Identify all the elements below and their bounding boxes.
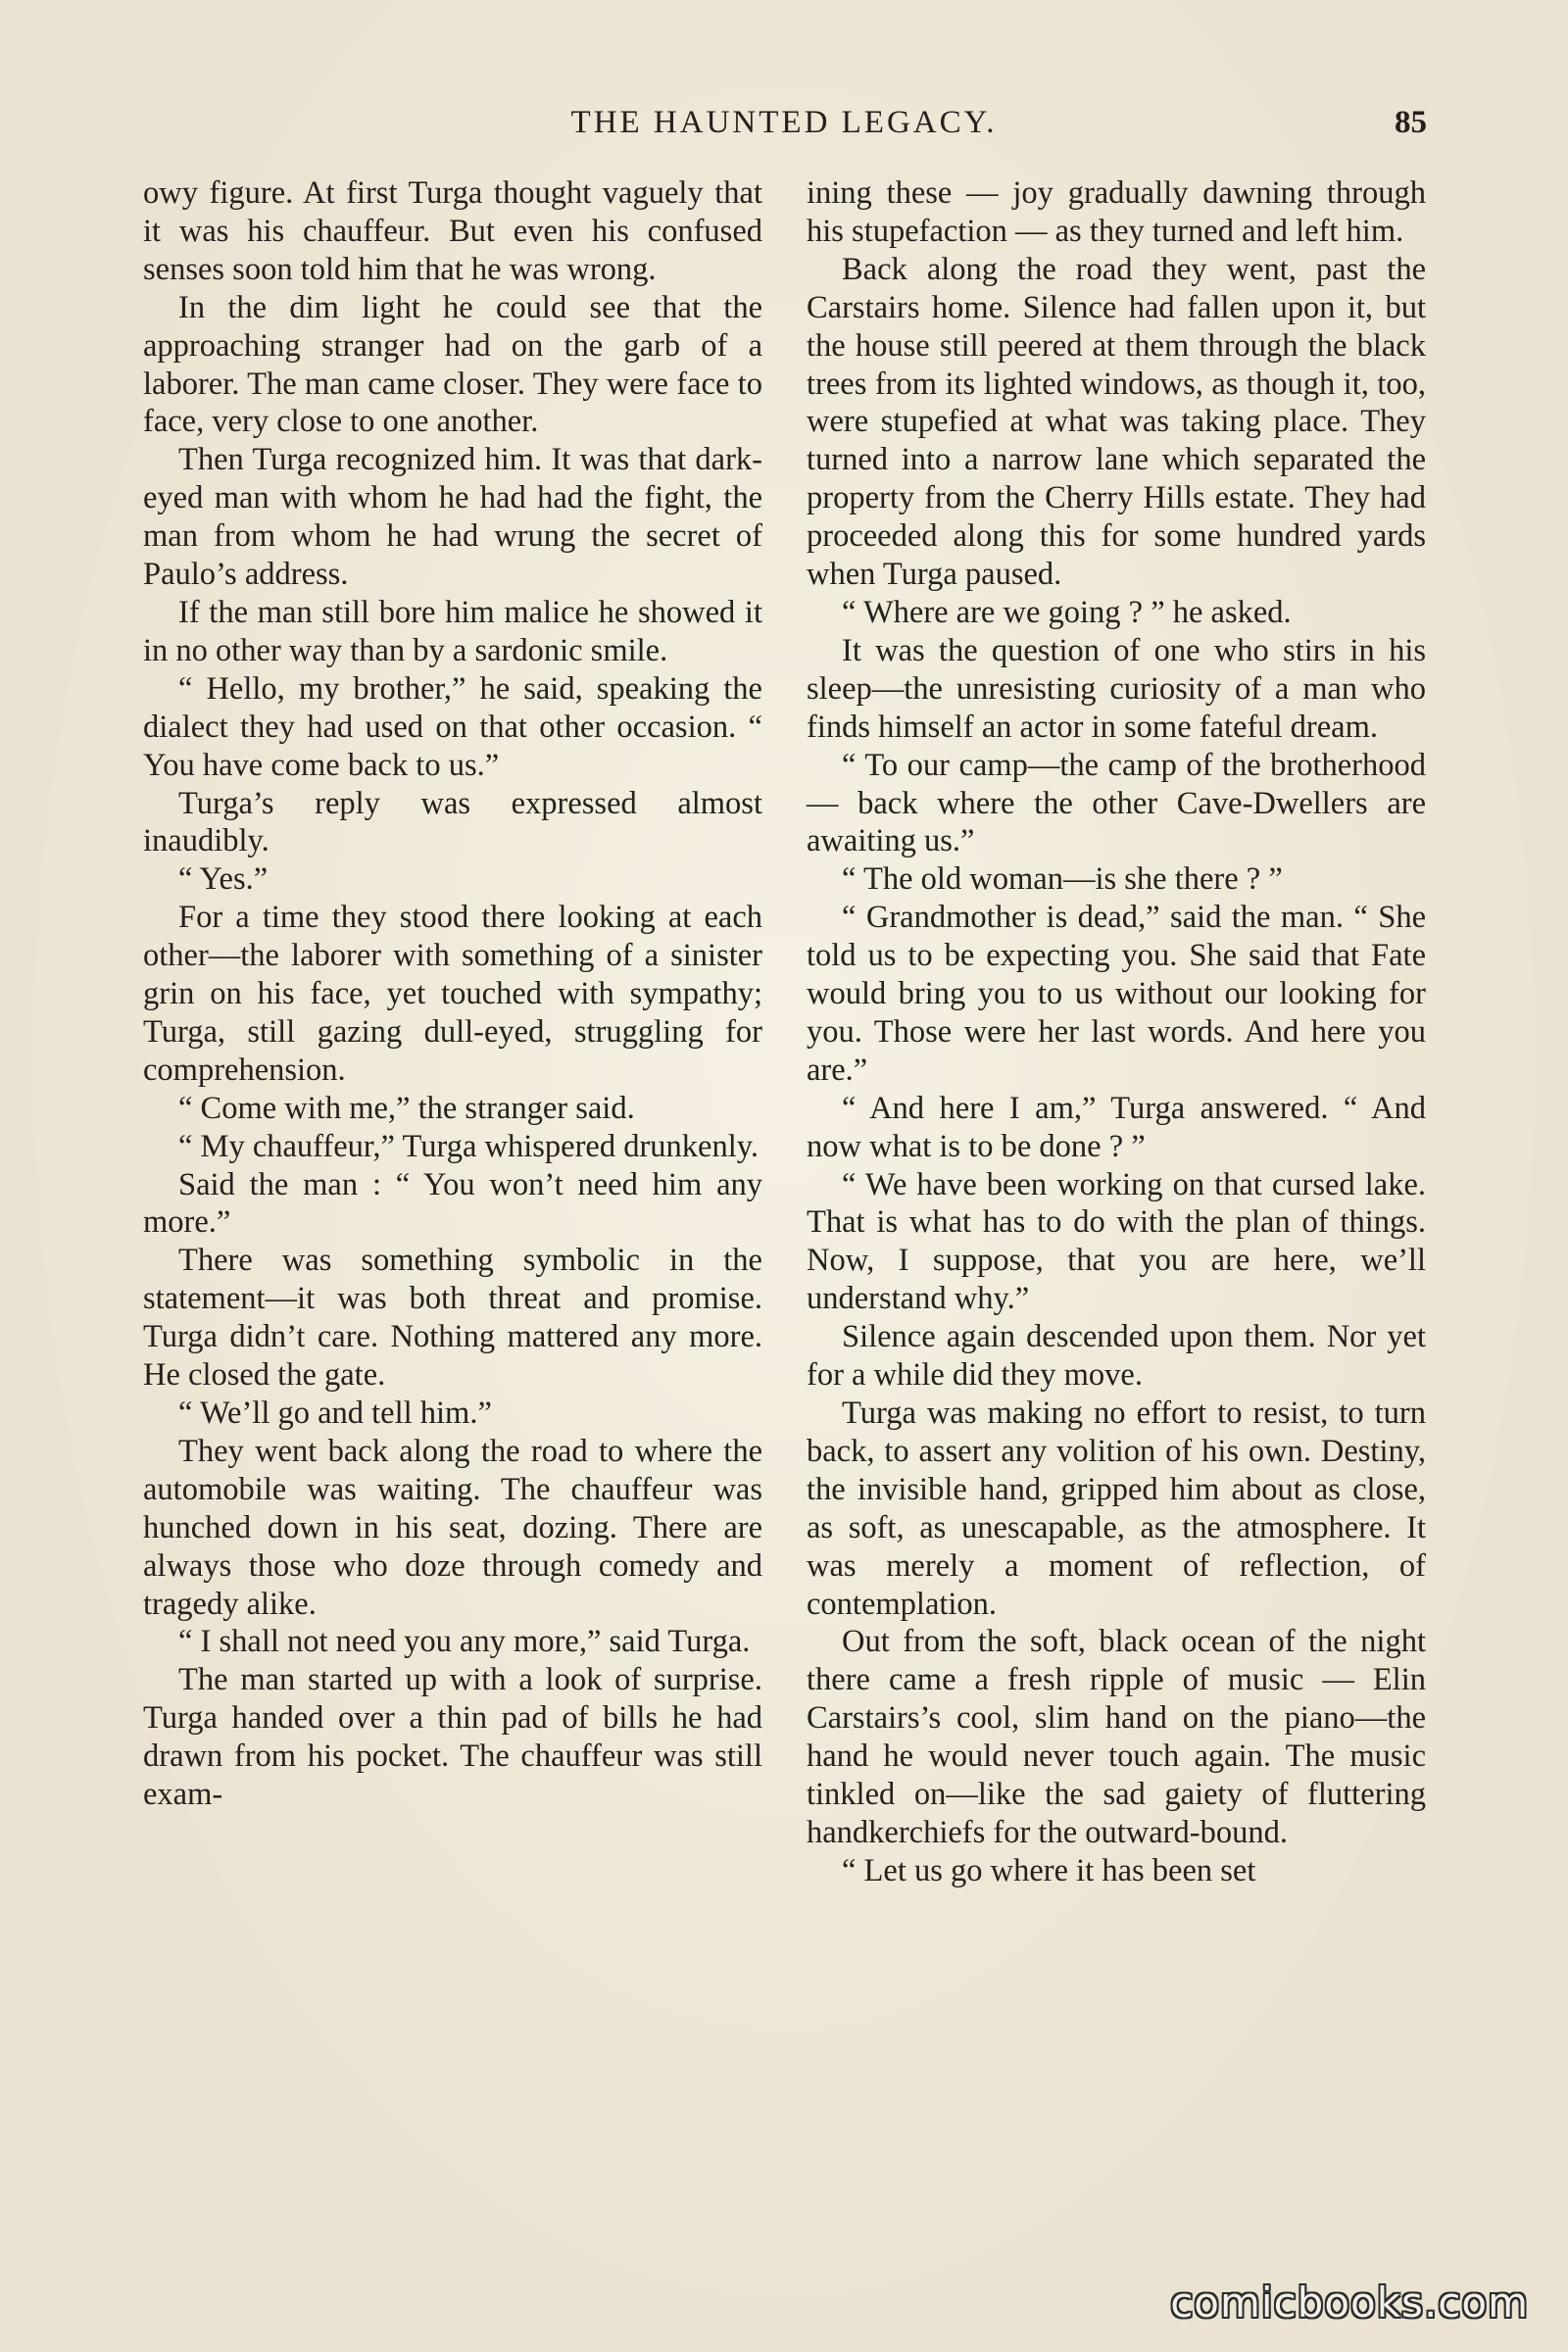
paragraph: Then Turga recognized him. It was that dark-eyed man with whom he had had the fight, the man from whom he had wrung the secret of Paulo’s address. — [143, 442, 762, 593]
paragraph: “ Come with me,” the stranger said. — [178, 1090, 635, 1126]
paragraph: There was something symbolic in the statement—it was both threat and promise. Turga didn’t care. Nothing mattered any more. He closed the gate. — [143, 1243, 762, 1394]
paragraph: Out from the soft, black ocean of the night there came a fresh ripple of music — Elin Carstairs’s cool, slim hand on the piano—the hand he would never touch again. The music tinkled on—like the sad gaiety of fluttering handkerchiefs for the outward-bound. — [807, 1624, 1426, 1850]
paragraph: “ The old woman—is she there ? ” — [842, 861, 1283, 898]
paragraph: “ Hello, my brother,” he said, speaking the dialect they had used on that other occasion. “ You have come back to us.” — [143, 670, 762, 783]
paragraph: Turga was making no effort to resist, to turn back, to assert any volition of his own. Destiny, the invisible hand, gripped him about as close, as soft, as unescapable, as the atmosphere. It was merely a moment of reflection, of contemplation. — [807, 1396, 1426, 1622]
paragraph: In the dim light he could see that the approaching stranger had on the garb of a laborer. The man came closer. They were face to face, very close to one another. — [143, 289, 762, 440]
paragraph: “ Yes.” — [178, 861, 269, 898]
paragraph: “ Let us go where it has been set — [842, 1852, 1256, 1888]
paragraph: For a time they stood there looking at each other—the laborer with something of a sinister grin on his face, yet touched with sympathy; Turga, still gazing dull-eyed, struggling for comprehension. — [143, 900, 762, 1088]
paragraph: They went back along the road to where the automobile was waiting. The chauffeur was hunched down in his seat, dozing. There are always those who doze through comedy and tragedy alike. — [143, 1433, 762, 1622]
paragraph: Said the man : “ You won’t need him any more.” — [143, 1166, 762, 1241]
paragraph: Silence again descended upon them. Nor yet for a while did they move. — [807, 1319, 1426, 1394]
paragraph: “ To our camp—the camp of the brotherhood — back where the other Cave-Dwellers are awaiting us.” — [807, 747, 1426, 859]
left-column — [143, 174, 762, 1814]
paragraph: “ Where are we going ? ” he asked. — [842, 594, 1292, 630]
paragraph: ining these — joy gradually dawning through his stupefaction — as they turned and left him. — [807, 175, 1426, 249]
paragraph: Turga’s reply was expressed almost inaudibly. — [143, 785, 762, 859]
paragraph: “ And here I am,” Turga answered. “ And now what is to be done ? ” — [807, 1090, 1426, 1164]
page-title: THE HAUNTED LEGACY. — [570, 105, 998, 140]
paragraph: “ We have been working on that cursed lake. That is what has to do with the plan of things. Now, I suppose, that you are here, we’ll understand why.” — [807, 1166, 1426, 1317]
paragraph: “ Grandmother is dead,” said the man. “ She told us to be expecting you. She said that Fate would bring you to us without our looking for you. Those were her last words. And here you are.” — [807, 900, 1426, 1088]
paragraph: “ We’ll go and tell him.” — [178, 1396, 492, 1431]
paragraph: It was the question of one who stirs in his sleep—the unresisting curiosity of a man who finds himself an actor in some fateful dream. — [807, 632, 1426, 745]
paragraph: The man started up with a look of surprise. Turga handed over a thin pad of bills he had drawn from his pocket. The chauffeur was still exam- — [143, 1662, 762, 1813]
paragraph: Back along the road they went, past the Carstairs home. Silence had fallen upon it, but the house still peered at them through the black trees from its lighted windows, as though it, too, were stupefied at what was taking place. They turned into a narrow lane which separated the property from the Cherry Hills estate. They had proceeded along this for some hundred yards when Turga paused. — [807, 251, 1426, 593]
page-number: 85 — [1395, 105, 1427, 140]
watermark-logo: comicbooks.com — [1170, 2278, 1529, 2327]
paragraph: “ I shall not need you any more,” said Turga. — [178, 1624, 751, 1660]
running-head — [0, 98, 1568, 147]
paragraph: owy figure. At first Turga thought vaguely that it was his chauffeur. But even his confused senses soon told him that he was wrong. — [143, 175, 762, 287]
paragraph: If the man still bore him malice he showed it in no other way than by a sardonic smile. — [143, 594, 762, 668]
right-column — [807, 174, 1426, 1890]
paragraph: “ My chauffeur,” Turga whispered drunkenly. — [178, 1128, 759, 1164]
